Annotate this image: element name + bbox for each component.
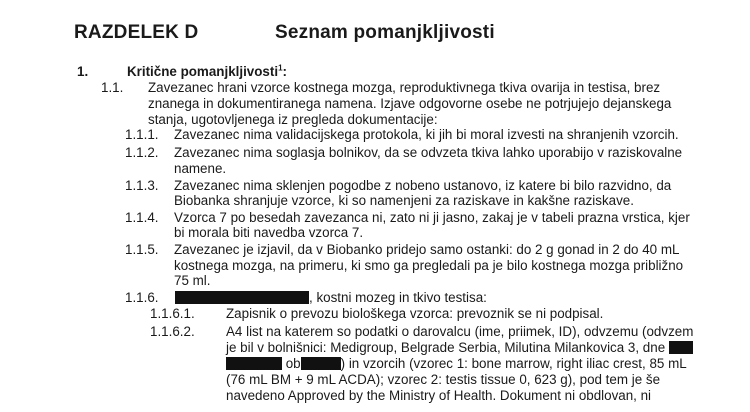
- item-1-1-6-2-line: [226, 356, 687, 372]
- section-title: Seznam pomanjkljivosti: [275, 22, 495, 43]
- item-1-1-line: stanja, ugotovljenega iz pregleda dokumentacije:: [148, 112, 438, 127]
- subitem-number: 1.1.1.: [125, 127, 159, 142]
- item-1-1-6-2-ob: ob: [285, 356, 301, 371]
- item-1-1-6-number: 1.1.6.: [125, 290, 159, 305]
- item-1-title: [127, 64, 287, 80]
- subitem-number: 1.1.3.: [125, 178, 159, 193]
- subitem-number: 1.1.5.: [125, 242, 159, 257]
- subitem-line: Zavezanec je izjavil, da v Biobanko pridejo samo ostanki: do 2 g gonad in 2 do 40 mL: [174, 242, 680, 257]
- item-1-number: 1.: [77, 64, 89, 79]
- item-1-1-line: Zavezanec hrani vzorce kostnega mozga, reproduktivnega tkiva ovarija in testisa, brez: [148, 80, 661, 95]
- item-1-1-6-text: [175, 290, 487, 306]
- subitem-line: bi morala biti navedba vzorca 7.: [174, 225, 364, 240]
- item-1-1-6-2-line: navedeno Approved by the Ministry of Health. Dokument ni obdlovan, ni: [226, 388, 652, 403]
- redaction-block: [301, 357, 341, 370]
- subitem-line: Biobanka shranjuje vzorce, ki so namenjeni za raziskave in kakšne raziskave.: [174, 193, 634, 208]
- redaction-block: [226, 357, 282, 370]
- redaction-block: [175, 291, 309, 304]
- subitem-line: Vzorca 7 po besedah zavezanca ni, zato ni ji jasno, zakaj je v tabeli prazna vrstica, kjer: [174, 210, 690, 225]
- item-1-title-text: Kritične pomanjkljivosti: [127, 64, 279, 79]
- item-1-1-number: 1.1.: [101, 80, 124, 95]
- subitem-number: 1.1.2.: [125, 145, 159, 160]
- subitem-line: 75 ml.: [174, 273, 211, 288]
- section-code: RAZDELEK D: [74, 22, 199, 43]
- item-1-1-6-2-line3-text: ) in vzorcih (vzorec 1: bone marrow, right iliac crest, 85 mL: [340, 356, 687, 371]
- item-1-colon: :: [282, 64, 287, 79]
- item-1-1-6-2-line: (76 mL BM + 9 mL ACDA); vzorec 2: testis tissue 0, 623 g), pod tem je še: [226, 372, 661, 387]
- item-1-1-6-2-number: 1.1.6.2.: [150, 324, 195, 339]
- item-1-1-6-1-number: 1.1.6.1.: [150, 306, 195, 321]
- item-1-1-6-label: , kostni mozeg in tkivo testisa:: [309, 290, 487, 305]
- redaction-block: [669, 341, 693, 354]
- item-1-1-6-2-line: [226, 340, 693, 356]
- subitem-line: Zavezanec nima sklenjen pogodbe z nobeno ustanovo, iz katere bi bilo razvidno, da: [174, 178, 672, 193]
- item-1-1-6-1-text: Zapisnik o prevozu biološkega vzorca: prevoznik se ni podpisal.: [226, 306, 604, 321]
- item-1-1-6-2-line2-text: je bil v bolnišnici: Medigroup, Belgrade Serbia, Milutina Milankovica 3, dne: [226, 340, 666, 355]
- subitem-line: kostnega mozga, na primeru, ki smo ga pregledali pa je bilo kostnega mozga približno: [174, 258, 684, 273]
- subitem-line: Zavezanec nima soglasja bolnikov, da se odvzeta tkiva lahko uporabijo v raziskovalne: [174, 145, 683, 160]
- subitem-line: namene.: [174, 161, 227, 176]
- subitem-line: Zavezanec nima validacijskega protokola, ki jih bi moral izvesti na shranjenih vzorcih.: [174, 127, 679, 142]
- subitem-number: 1.1.4.: [125, 210, 159, 225]
- item-1-1-line: znanega in dokumentiranega namena. Izjave odgovorne osebe ne potrjujejo dejanskega: [148, 96, 672, 111]
- footnote-ref: 1: [278, 63, 283, 73]
- item-1-1-6-2-line: A4 list na katerem so podatki o darovalcu (ime, priimek, ID), odvzemu (odvzem: [226, 324, 694, 339]
